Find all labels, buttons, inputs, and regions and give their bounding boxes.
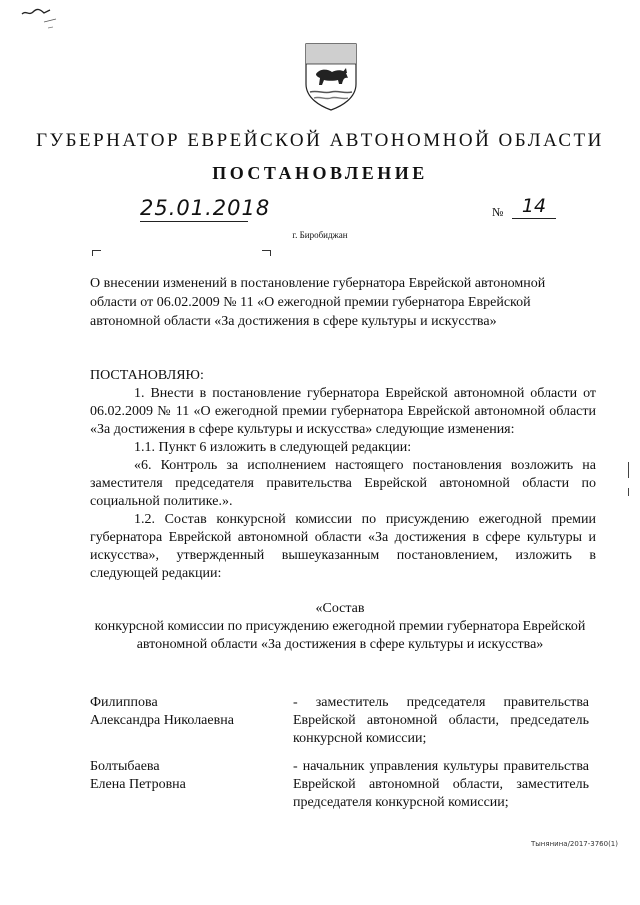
number-label: № (492, 205, 504, 219)
paragraph-1-1: 1.1. Пункт 6 изложить в следующей редакции: (134, 440, 412, 455)
document-number: 14 (512, 194, 556, 219)
paragraph-1-1-text: «6. Контроль за исполнением настоящего постановления возложить на заместителя председателя правительства Еврейской автономной области по социальной политике.». (90, 458, 596, 509)
scan-margin-mark (628, 462, 629, 478)
composition-title-line2: конкурсной комиссии по присуждению ежегодной премии губернатора Еврейской автономной области «За достижения в сфере культуры и искусства» (94, 619, 586, 652)
member-name (90, 758, 280, 794)
title-bracket-right (262, 250, 271, 256)
document-body (90, 367, 596, 583)
paragraph-1: 1. Внести в постановление губернатора Еврейской автономной области от 06.02.2009 № 11 «О ежегодной премии губернатора Еврейской автономной области «За достижения в сфере культуры и искусства» следующие изменения: (90, 386, 596, 437)
paragraph-1-2: 1.2. Состав конкурсной комиссии по присуждению ежегодной премии губернатора Еврейской автономной области «За достижения в сфере культуры и искусства», утвержденный вышеуказанным постановлением, изложить в следующей редакции: (90, 512, 596, 581)
issuing-authority: ГУБЕРНАТОР ЕВРЕЙСКОЙ АВТОНОМНОЙ ОБЛАСТИ (36, 130, 604, 151)
composition-title-line1: «Состав (315, 601, 365, 616)
title-bracket-left (92, 250, 101, 256)
member-surname: Филиппова (90, 695, 158, 710)
document-subject: О внесении изменений в постановление губернатора Еврейской автономной области от 06.02.2009 № 11 «О ежегодной премии губернатора Еврейской автономной области «За достижения в сфере культуры и искусства» (90, 276, 546, 329)
decree-word: ПОСТАНОВЛЯЮ: (90, 368, 204, 383)
coat-of-arms-emblem (302, 40, 360, 112)
member-name (90, 694, 280, 730)
member-given-names: Елена Петровна (90, 777, 186, 792)
document-date: 25.01.2018 (140, 196, 271, 220)
composition-title (90, 600, 590, 654)
handwritten-mark (20, 6, 60, 32)
scan-margin-mark (628, 488, 629, 496)
document-type: ПОСТАНОВЛЕНИЕ (212, 163, 428, 183)
executor-code: Тынянина/2017-3760(1) (530, 840, 618, 848)
member-role: - начальник управления культуры правительства Еврейской автономной области, заместитель председателя конкурсной комиссии; (293, 759, 589, 810)
member-surname: Болтыбаева (90, 759, 160, 774)
member-role: - заместитель председателя правительства Еврейской автономной области, председатель конкурсной комиссии; (293, 695, 589, 746)
city-name: г. Биробиджан (292, 230, 348, 240)
member-given-names: Александра Николаевна (90, 713, 234, 728)
date-underline (140, 221, 248, 222)
